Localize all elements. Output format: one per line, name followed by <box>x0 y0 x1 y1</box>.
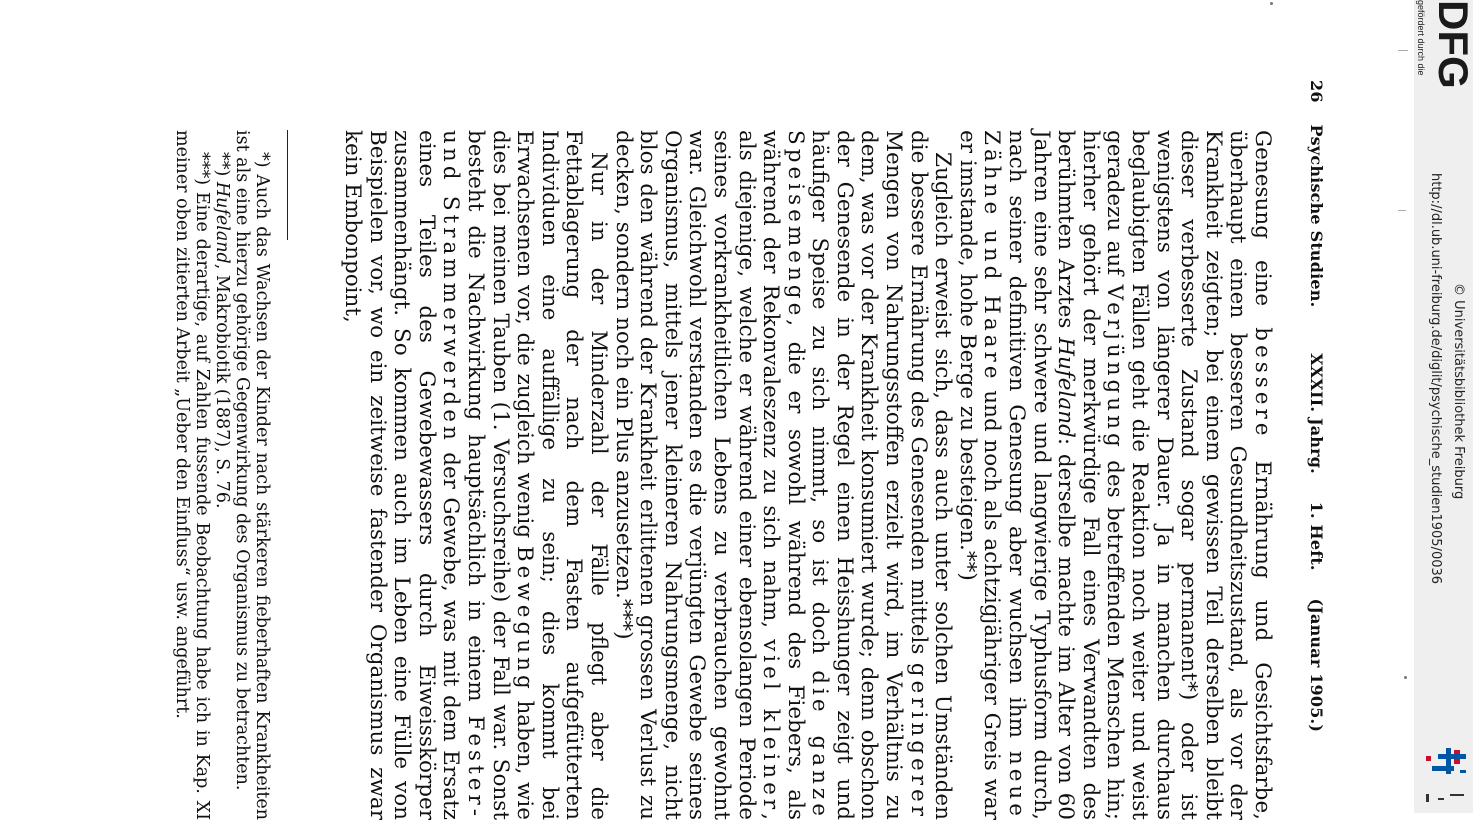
footnote-2 <box>212 130 232 820</box>
text-run: Ernährung und Gesichtsfarbe, überhaupt einen besseren Gesundheitszustand, als vor der Krankheit zeigten; bei einem gewissen Teil derselben bleibt dieser verbesserte Zustand sogar permanent*) oder ist wenigstens von längerer Dauer. Ja in manchen durchaus beglaubigten Fällen geht die Reaktion noch weiter und weist geradezu auf <box>1102 130 1275 820</box>
text-run: des betreffenden Menschen hin; hierher gehört der merkwürdige Fall eines Verwandten des berühmten Arztes <box>1053 130 1128 820</box>
text-run: der Gewebe, was mit dem Ersatz eines Teiles des Gewebewassers durch Eiweisskörper zusammenhängt. So kommen auch im Leben eine Fülle von Beispielen vor, wo ein zeitweise fastender Organismus zwar kein Embonpoint, <box>340 130 464 820</box>
text-run: und noch als achtzigjähriger Greis war er imstande, hohe Berge zu besteigen.**) <box>954 130 1005 820</box>
scan-mark <box>1398 210 1406 211</box>
funded-by-text <box>1414 0 1428 85</box>
italic-name: Hufeland <box>212 181 232 264</box>
spaced-emphasis: Fester- und Strammerwerden <box>438 130 488 820</box>
text-run: , die er sowohl während des Fiebers, als während der Rekonvaleszenz zu sich nahm, <box>758 130 808 820</box>
text-run: Zugleich erweist sich, dass auch unter solchen Umständen die bessere Ernährung des Genesenden mittels <box>905 130 956 820</box>
footnote-1: *) Auch das Wachsen der Kinder nach stärkeren fieberhaften Krankheiten ist als eine hierzu gehörige Gegenwirkung des Organismus zu betrachten. <box>232 130 272 820</box>
footnote-rule <box>287 130 288 240</box>
permalink-url[interactable]: http://dl.ub.uni-freiburg.de/diglit/psychische_studien1905/0036 <box>1428 173 1443 585</box>
scan-speck <box>1270 2 1273 5</box>
body-text <box>339 130 1274 820</box>
footnote-3: ***) Eine derartige, auf Zahlen fussende Beobachtung habe ich in Kap. XI meiner oben zitierten Arbeit „Ueber den Einfluss“ usw. angeführt. <box>172 130 212 820</box>
text-run: , Makrobiotik (1887), S. 76. <box>212 263 232 509</box>
spaced-emphasis: geringerer <box>905 662 931 820</box>
footnotes <box>172 130 272 820</box>
spaced-emphasis: Bewegung <box>512 545 538 693</box>
issue-date: (Januar 1905.) <box>1307 598 1326 733</box>
paragraph-3 <box>339 130 610 820</box>
text-run: Genesung eine <box>1250 130 1275 328</box>
spaced-emphasis: Verjüngung <box>1102 284 1128 451</box>
scan-speck <box>1404 676 1407 679</box>
spaced-emphasis: viel kleiner <box>758 639 784 814</box>
funded-by-label: gefördert durch die <box>1416 0 1426 76</box>
paragraph-2 <box>610 130 954 820</box>
text-run: haben, wie dies bei meinen Tauben (1. Versuchsreihe) der Fall war. Sonst besteht die Nachwirkung hauptsächlich in einem <box>463 130 538 820</box>
dfg-logo <box>1430 0 1477 89</box>
paragraph-1 <box>954 130 1274 820</box>
copyright-notice: © Universitätsbibliothek Freiburg <box>1451 283 1466 500</box>
spaced-emphasis: die ganze Speisemenge <box>782 130 833 820</box>
scan-mark <box>1398 50 1408 51</box>
text-run: Mengen von Nahrungsstoffen erzielt wird, im Verhältnis zu dem, was vor der Krankheit konsumiert wurde; denn obschon der Genesende in der Regel einen Heisshunger zeigt und häufiger Speise zu sich nimmt, so ist doch <box>807 130 907 820</box>
volume-label: XXXII. Jahrg. <box>1307 353 1326 474</box>
spaced-emphasis: neue Zähne und Haare <box>979 130 1030 820</box>
dfg-logo-text: DFG <box>1430 0 1477 89</box>
issue-label: 1. Heft. <box>1307 501 1326 571</box>
ub-freiburg-logo-icon <box>1420 744 1470 806</box>
text-run: : derselbe machte im Alter von 60 Jahren eine sehr schwere und langwierige Typhusform durch, nach seiner definitiven Genesung aber wuchsen ihm <box>1004 130 1079 820</box>
spaced-emphasis: bessere <box>1250 327 1275 440</box>
text-run: , als diejenige, welche er während einer ebensolangen Periode seines vorkrankheitlichen Lebens zu verbrauchen gewohnt war. Gleichwohl verstanden es die verjüngten Gewebe seines Organismus, mittels jener kleineren Nahrungsmenge, nicht blos den während der Krankheit erlittenen grossen Verlust zu decken, sondern noch ein Plus anzusetzen.***) <box>610 130 784 820</box>
footnote-marker: **) <box>212 152 232 182</box>
journal-title: Psychische Studien. <box>1307 124 1326 308</box>
text-run: Nur in der Minderzahl der Fälle pflegt aber die Fettablagerung der nach dem Fasten aufgefütterten Individuen eine auffällige zu sein; dies kommt bei Erwachsenen vor, die zugleich wenig <box>512 130 611 820</box>
page-number: 26 <box>1307 80 1326 103</box>
italic-name: Hufeland <box>1053 337 1079 438</box>
running-head <box>1307 80 1326 800</box>
